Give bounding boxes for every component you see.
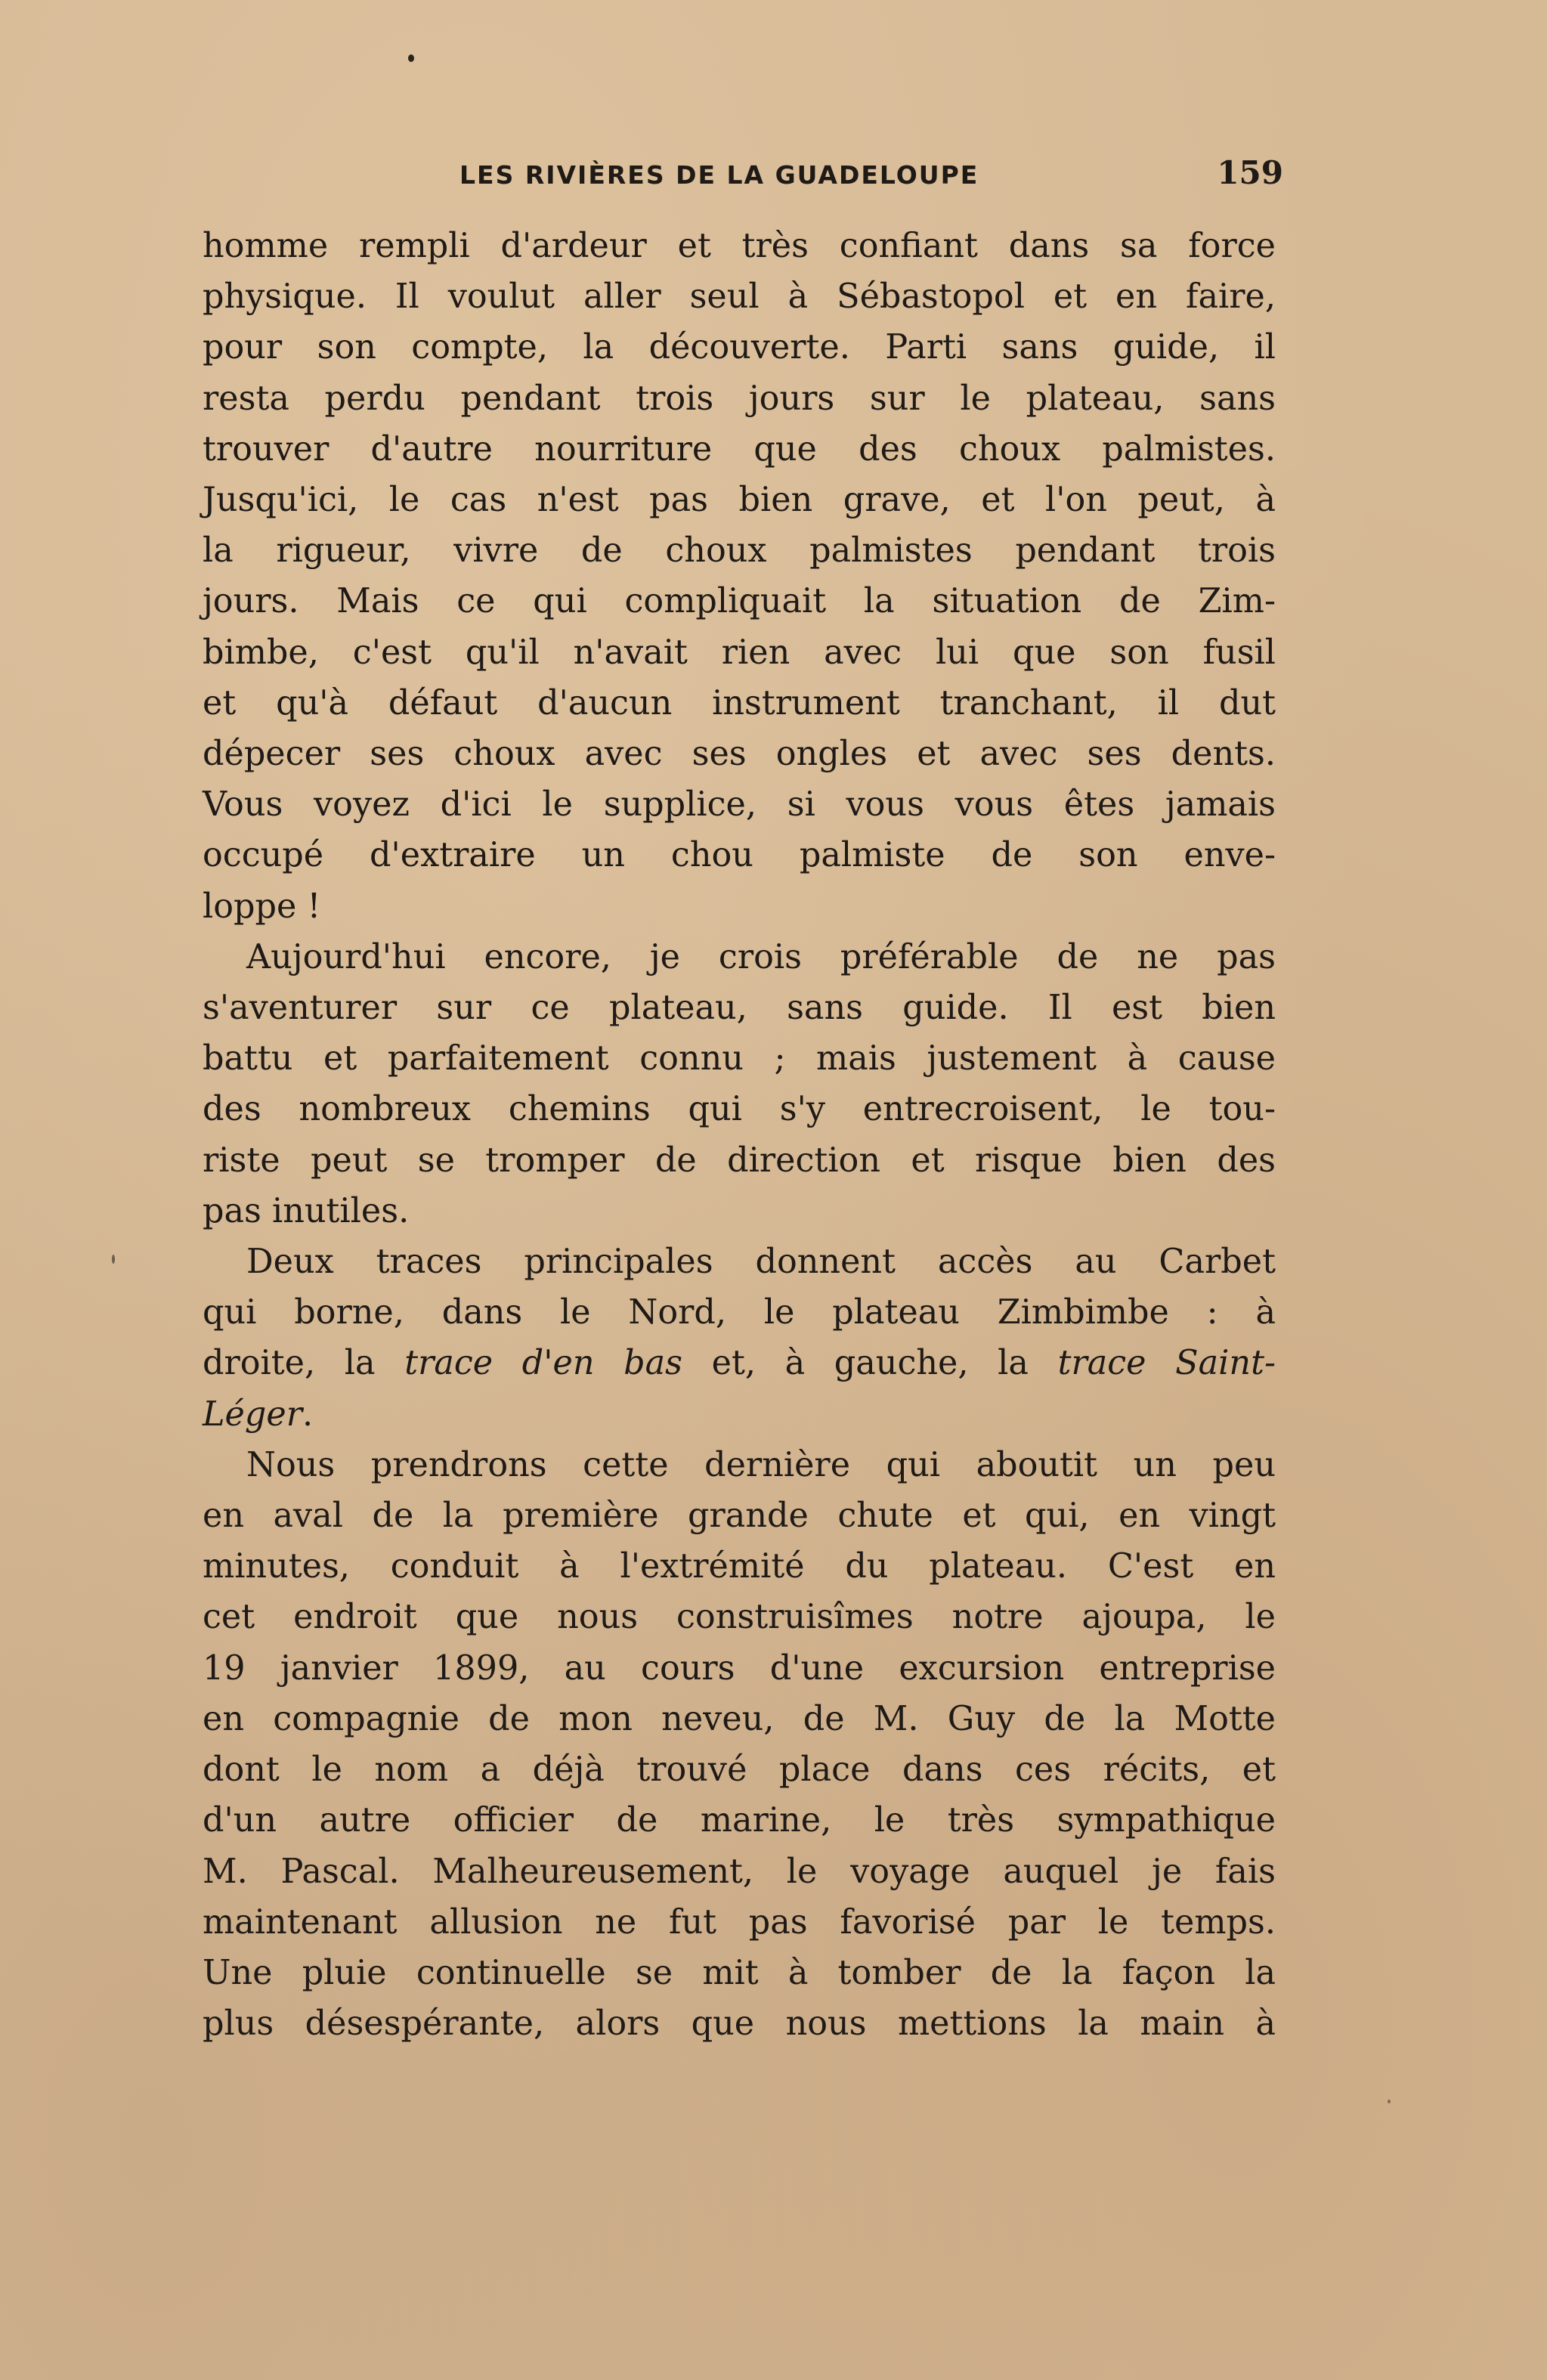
page-number: 159 <box>1217 154 1283 191</box>
text-line: en aval de la première grande chute et qui, en vingt <box>203 1496 1276 1536</box>
text-line: riste peut se tromper de direction et risque bien des <box>203 1140 1276 1180</box>
text-line: Vous voyez d'ici le supplice, si vous vous êtes jamais <box>203 785 1276 825</box>
text-line: Nous prendrons cette dernière qui aboutit un peu <box>246 1445 1276 1484</box>
text-line <box>203 1389 1276 1440</box>
text-line: Jusqu'ici, le cas n'est pas bien grave, et l'on peut, à <box>203 481 1276 520</box>
running-header <box>203 154 1283 200</box>
text-line: dont le nom a déjà trouvé place dans ces récits, et <box>203 1750 1276 1790</box>
text-line: physique. Il voulut aller seul à Sébastopol et en faire, <box>203 277 1276 317</box>
text-line: dépecer ses choux avec ses ongles et avec ses dents. <box>203 735 1276 774</box>
text-line: 19 janvier 1899, au cours d'une excursion entreprise <box>203 1648 1276 1688</box>
paragraph-2 <box>203 932 1276 1236</box>
text-line: et qu'à défaut d'aucun instrument tranchant, il dut <box>203 683 1276 723</box>
running-title: LES RIVIÈRES DE LA GUADELOUPE <box>459 160 979 190</box>
text-line: la rigueur, vivre de choux palmistes pendant trois <box>203 531 1276 571</box>
ink-speck <box>408 54 414 62</box>
text-line: pas inutiles. <box>203 1191 410 1230</box>
body-text <box>203 221 1276 2049</box>
text-line: bimbe, c'est qu'il n'avait rien avec lui que son fusil <box>203 633 1276 672</box>
text-line: trouver d'autre nourriture que des choux palmistes. <box>203 429 1276 469</box>
text-line: maintenant allusion ne fut pas favorisé par le temps. <box>203 1902 1276 1942</box>
paragraph-1 <box>203 221 1276 932</box>
text-line: s'aventurer sur ce plateau, sans guide. Il est bien <box>203 989 1276 1028</box>
text-line: d'un autre officier de marine, le très sympathique <box>203 1801 1276 1840</box>
paragraph-3 <box>203 1236 1276 1440</box>
text-line: jours. Mais ce qui compliquait la situation de Zim- <box>203 582 1276 621</box>
italic-trace-name: Léger <box>203 1394 302 1434</box>
text-line: Aujourd'hui encore, je crois préférable de ne pas <box>246 937 1276 976</box>
text-line: Deux traces principales donnent accès au Carbet <box>246 1243 1276 1282</box>
text-line: Une pluie continuelle se mit à tomber de la façon la <box>203 1953 1276 1992</box>
text-line: resta perdu pendant trois jours sur le plateau, sans <box>203 379 1276 418</box>
paragraph-4 <box>203 1440 1276 2049</box>
text-line: pour son compte, la découverte. Parti sans guide, il <box>203 328 1276 367</box>
text-line: battu et parfaitement connu ; mais justement à cause <box>203 1039 1276 1079</box>
text-line: minutes, conduit à l'extrémité du plateau. C'est en <box>203 1547 1276 1586</box>
text-line-with-italics <box>203 1338 1276 1388</box>
ink-speck <box>112 1255 115 1264</box>
italic-trace-name: trace Saint- <box>1057 1344 1276 1383</box>
text-line: plus désespérante, alors que nous mettions la main à <box>203 2004 1276 2044</box>
text-line: cet endroit que nous construisîmes notre ajoupa, le <box>203 1598 1276 1637</box>
text-line: occupé d'extraire un chou palmiste de son enve- <box>203 836 1276 875</box>
text-line: loppe ! <box>203 887 321 926</box>
text-line: en compagnie de mon neveu, de M. Guy de la Motte <box>203 1699 1276 1738</box>
text-segment: et, à gauche, la <box>682 1344 1058 1383</box>
italic-trace-name: trace d'en bas <box>404 1344 682 1383</box>
text-line: M. Pascal. Malheureusement, le voyage auquel je fais <box>203 1852 1276 1891</box>
text-segment: droite, la <box>203 1344 405 1383</box>
text-line: qui borne, dans le Nord, le plateau Zimbimbe : à <box>203 1293 1276 1332</box>
text-segment: . <box>302 1394 314 1434</box>
ink-speck <box>1388 2100 1391 2103</box>
text-line: des nombreux chemins qui s'y entrecroisent, le tou- <box>203 1090 1276 1129</box>
text-line: homme rempli d'ardeur et très confiant dans sa force <box>203 227 1276 265</box>
